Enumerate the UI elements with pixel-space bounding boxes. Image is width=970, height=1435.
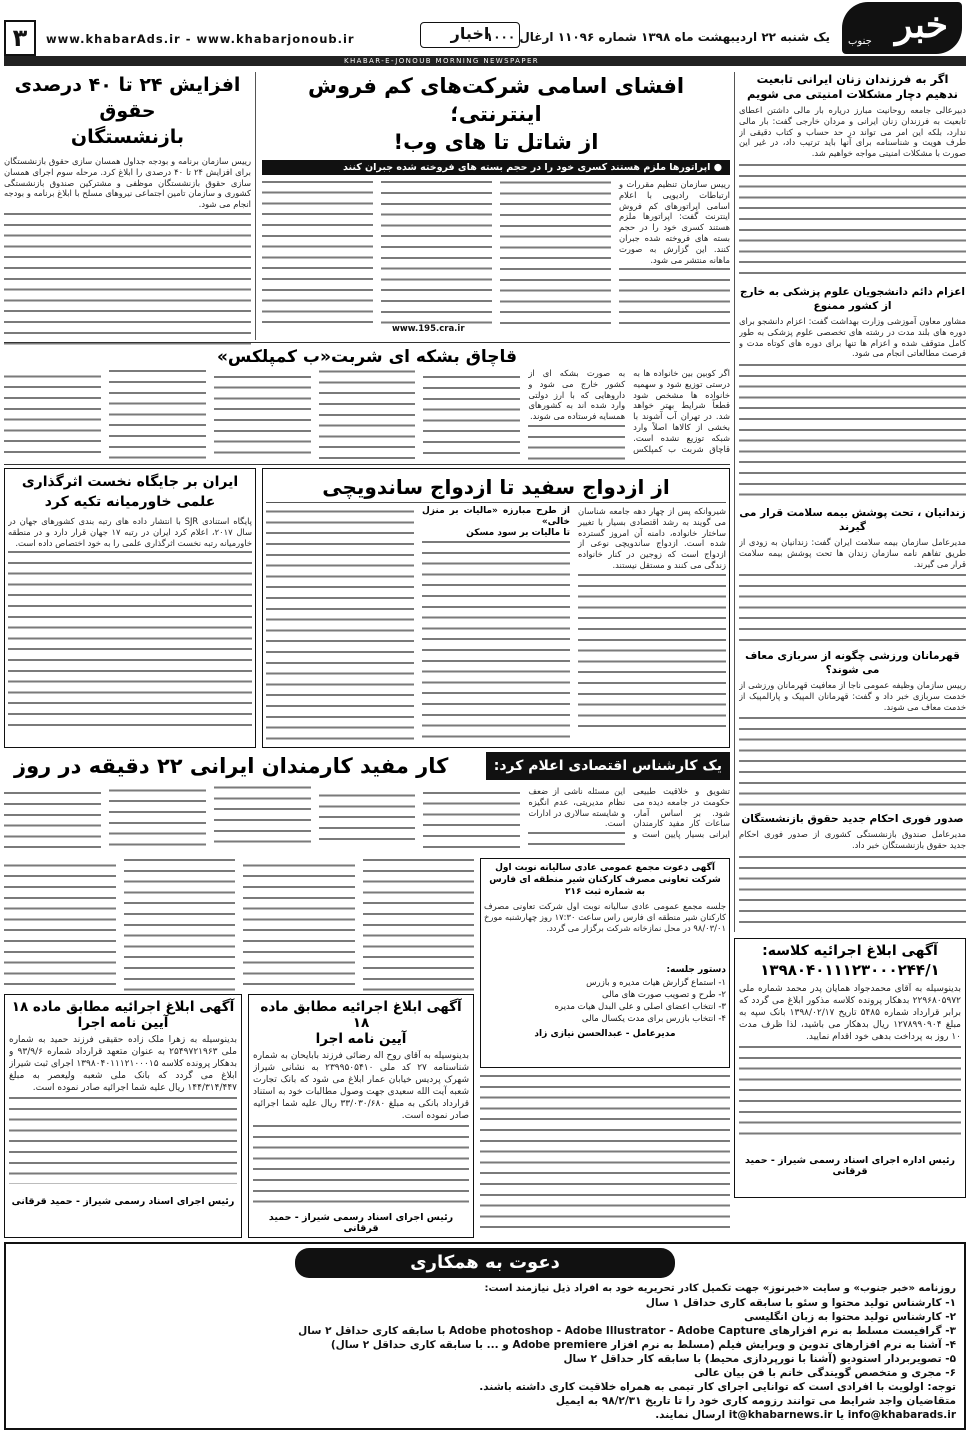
internet-article <box>262 72 730 340</box>
workhours-article <box>4 752 730 852</box>
coop-item-4: ۴- انتخاب بازرس برای مدت یکسال مالی <box>581 1014 726 1024</box>
execution-notice-1 <box>248 994 474 1238</box>
exec1-title2: آیین نامه اجرا <box>315 1031 407 1047</box>
news-headline-athletes-military[interactable]: قهرمانان ورزشی چگونه از سربازی معاف می شوند؟ <box>745 650 960 676</box>
sandwich-subhead-2: تا مالیات بر سود مسکن <box>466 527 570 538</box>
workhours-headline[interactable]: کار مفید کارمندان ایرانی ۲۲ دقیقه در روز <box>14 754 449 778</box>
news-headline-medical-students[interactable]: اعزام دائم دانشجویان علوم پزشکی به خارج از کشور ممنوع <box>739 286 965 312</box>
internet-link[interactable]: www.195.cra.ir <box>392 324 465 334</box>
coop-signature: مدیرعامل - عبدالحسن نیازی زاد <box>534 1029 676 1039</box>
exec1-signature: رئیس اجرای اسناد رسمی شیراز - حمید قرقانی <box>268 1212 454 1234</box>
news-headline-prisoners-insurance[interactable]: زندانیان ، تحت پوشش بیمه سلامت قرار می گیرند <box>739 507 966 533</box>
jobs-item-1: ۱- کارشناس تولید محتوا و سئو با سابقه کاری حداقل ۱ سال <box>645 1297 956 1309</box>
coop-agenda: دستور جلسه: <box>666 965 726 975</box>
notice-number: ۱۳۹۸۰۴۰۱۱۱۲۳۰۰۰۲۴۴/۱ <box>760 961 940 979</box>
news-body-athletes-military: رییس سازمان وظیفه عمومی ناجا از معافیت قهرمانان ورزشی از خدمت سربازی خبر داد و گفت: قهرمانان المپیک و پارالمپیک از خدمت معاف می شوند. <box>739 680 966 808</box>
workhours-body-continued <box>4 856 474 992</box>
news-body-medical-students: مشاور معاون آموزشی وزارت بهداشت گفت: اعزام دانشجو برای دوره های بلند مدت در رشته های تخصصی علوم پزشکی به طور کامل متوقف شده و اعزام ها تنها برای دوره های کوتاه مدت و فرصت مطالعاتی انجام می شود. <box>739 316 966 502</box>
jobs-email[interactable]: info@khabarads.ir یا it@khabarnews.ir ارسال نمایند. <box>655 1409 956 1421</box>
exec2-title: آگهی ابلاغ اجرائیه مطابق ماده ۱۸ <box>11 999 235 1015</box>
news-headline-citizenship[interactable]: اگر به فرزندان زنان ایرانی تابعیت ندهیم دچار مشکلات امنیتی می شویم <box>747 72 958 101</box>
logo-text: خبر <box>895 4 948 46</box>
divider <box>4 342 730 343</box>
coop-notice <box>480 858 730 1068</box>
notice-signature: رئیس اداره اجرای اسناد رسمی شیراز - حمید قرقانی <box>744 1155 956 1177</box>
coop-item-2: ۲- طرح و تصویب صورت های مالی <box>601 990 726 1000</box>
science-headline-1[interactable]: ایران بر جایگاه نخست اثرگذاری <box>21 474 239 490</box>
logo-sub: جنوب <box>848 36 872 47</box>
jobs-note-1: توجه: اولویت با افرادی است که توانایی اجرای کار تیمی به همراه خلاقیت کاری داشته باشند. <box>479 1381 956 1393</box>
sandwich-subhead-1: از طرح مبارزه «مالیات بر منزل خالی» <box>422 506 570 527</box>
pension-body: رییس سازمان برنامه و بودجه جداول همسان سازی حقوق بازنشستگان برای افزایش ۲۴ تا ۴۰ درصدی را ابلاغ کرد. مرحله سوم اجرای همسان سازی حقوق بازنشستگان موظفی و مشترکین صندوق بازنشستگی کشوری و سازمان تامین اجتماعی نیروهای مسلح با ابلاغ برنامه و بودجه انجام می شود. <box>4 156 251 352</box>
jobs-title-box <box>295 1248 675 1278</box>
header-rule <box>4 56 966 66</box>
right-news-column <box>734 72 966 932</box>
jobs-item-3: ۳- گرافیست مسلط به نرم افزارهای Adobe photoshop - Adobe Illustrator - Adobe Capture با سابقه کاری حداقل ۲ سال <box>298 1325 956 1337</box>
strip-text: KHABAR-E-JONOUB MORNING NEWSPAPER <box>344 57 540 65</box>
internet-subhead: ● اپراتورها ملزم هستند کسری خود را در حجم بسته های فروخته شده جبران کنند <box>262 160 730 175</box>
sandwich-body: شیروانکه پس از چهار دهه جامعه شناسان می گویند به رشد اقتصادی بسیار با تغییر ساختار خانواده، دامنه آن امروز گسترده شده است. ازدواج ساندویچی نوعی از ازدواج است که زوجین در کنار خانواده زندگی می کنند و مستقل نیستند. از طرح مبارزه «مالیات بر منزل خالی» تا مالیات بر سود مسکن <box>266 506 726 742</box>
science-headline-2[interactable]: علمی خاورمیانه تکیه کرد <box>44 494 216 510</box>
exec2-title2: آیین نامه اجرا <box>77 1015 169 1031</box>
coop-item-3: ۳- انتخاب اعضای اصلی و علی البدل هیات مدیره <box>554 1002 726 1012</box>
jobs-ad <box>4 1242 966 1430</box>
exec2-signature: رئیس اجرای اسناد رسمی شیراز - حمید قرقانی <box>11 1196 235 1207</box>
internet-body: رییس سازمان تنظیم مقررات و ارتباطات رادیویی با اعلام اسامی اپراتورهای کم فروش اینترنت گفت: اپراتورها ملزم هستند کسری خود را در حجم بسته های فروخته شده جبران کنند. این گزارش به صورت ماهانه منتشر می شود. <box>262 179 730 353</box>
smuggling-body: اگر کوبین بین خانواده ها به درستی توزیع شود و سهمیه خانواده ها مشخص شود قطعاً شرایط بهتر خواهد شد. در تهران آب آشوند با بخشی از کالاها اصلاً وارد شبکه توزیع نشده است. قاچاق شربت ب کمپلکس به صورت بشکه ای از کشور خارج می شود و داروهایی که با ارز دولتی وارد شده اند به کشورهای همسایه فرستاده می شوند. <box>4 368 730 460</box>
jobs-note-2: متقاضیان واجد شرایط می توانند رزومه کاری خود را تا تاریخ ۹۸/۲/۳۱ به ایمیل <box>555 1395 956 1407</box>
news-body-prisoners-insurance: مدیرعامل سازمان بیمه سلامت ایران گفت: زندانیان به زودی از طریق تفاهم نامه سازمان زندان ها تحت پوشش بیمه سلامت قرار می گیرند. <box>739 537 966 645</box>
section-title <box>420 22 520 48</box>
sandwich-marriage-article <box>262 468 730 748</box>
newspaper-logo[interactable] <box>842 2 962 54</box>
smuggling-article <box>4 346 730 462</box>
pension-headline-1[interactable]: افزایش ۲۴ تا ۴۰ درصدی حقوق <box>14 74 241 122</box>
jobs-item-6: ۶- مجری و متخصص گویندگی خانم با فن بیان عالی <box>694 1367 956 1379</box>
coop-item-1: ۱- استماع گزارش هیات مدیره و بازرس <box>586 978 726 988</box>
internet-headline-1[interactable]: افشای اسامی شرکت‌های کم فروش اینترنتی؛ <box>307 74 685 126</box>
news-body-citizenship: دبیرعالی جامعه روحانیت مبارز دریاره بار مالی داشتن اعطای تابعیت به فرزندان زنان ایرانی و مردان خارجی گفت: بار مالی ندارد، بلکه این امر می تواند در حد حساب و کتاب دقیقی از طرف هویت و شناسنامه برای آنها باید ترتیب داد، در غیر این صورت با مشکلات امنیتی مواجه خواهیم شد. <box>739 105 966 281</box>
masthead <box>0 0 970 66</box>
notice-body: بدینوسیله به آقای محمدجواد همایان پدر محمد شماره ملی ۲۲۹۶۸۰۵۹۷۲ بدهکار پرونده کلاسه مذکور ابلاغ می گردد که برابر قرارداد شماره ۵۴۸۵ تاریخ ۱۳۹۸/۰۲/۱۷ بانک سپه به مبلغ ۱۲۷۸۹۹۰۹۰۴ ریال بدهکار می باشید، لذا ظرف مدت ۱۰ روز به پرداخت بدهی خود اقدام نمایید. <box>739 983 961 1153</box>
page-number: ۳ <box>12 24 28 52</box>
execution-notice-2 <box>4 994 242 1238</box>
section-label: اخبار <box>450 24 490 43</box>
jobs-item-2: ۲- کارشناس تولید محتوا به زبان انگلیسی <box>744 1311 956 1323</box>
page-number-box <box>4 20 36 56</box>
exec1-body: بدینوسیله به آقای روح اله رضائی فرزند بابایحان به شماره شناسنامه ۲۷ کد ملی ۲۳۹۹۵۰۵۴۱۰ به نشانی شیراز شهرک پردیس خیابان عمار ابلاغ می شود که بانک تجارت شعبه آیت الله سعیدی جهت وصول مطالبات خود به استناد قرارداد بانکی به مبلغ ۳۳/۰۳۰/۶۸۰ ریال علیه شما اجرائیه صادر نموده است. <box>253 1050 469 1208</box>
misc-column <box>480 1072 730 1238</box>
jobs-title: دعوت به همکاری <box>410 1252 560 1273</box>
workhours-body: تشویق و خلاقیت طبیعی حکومت در جامعه دیده می شود. بر اساس آمار، ساعات کار مفید کارمندان ایرانی بسیار پایین است و این مسئله ناشی از ضعف نظام مدیریتی، عدم انگیزه و شایسته سالاری در ادارات است. <box>4 786 730 848</box>
pension-headline-2[interactable]: بازنشستگان <box>70 126 185 148</box>
divider <box>4 464 730 465</box>
news-headline-retirees[interactable]: صدور فوری احکام جدید حقوق بازنشستگان <box>741 813 964 825</box>
coop-body: جلسه مجمع عمومی عادی سالیانه نوبت اول شرکت تعاونی مصرف کارکنان شیر منطقه ای فارس راس ساعت ۱۷:۳۰ روز چهارشنبه مورخ ۹۸/۰۳/۰۱ در محل نمازخانه شرکت برگزار می گردد. <box>484 901 726 933</box>
jobs-intro: روزنامه «خبر جنوب» و سایت «خبرنوز» جهت تکمیل کادر تحریریه خود به افراد ذیل نیازمند است: <box>484 1283 956 1294</box>
pension-article <box>4 72 256 340</box>
science-body: پایگاه استنادی SJR با انتشار داده های رتبه بندی کشورهای جهان در سال ۲۰۱۷، اعلام کرد ایران در رتبه ۱۷ جهان قرار دارد و در منطقه خاورمیانه رتبه نخست اثرگذاری علمی را به خود اختصاص داده است. <box>8 516 252 738</box>
site-urls[interactable]: www.khabarAds.ir - www.khabarjonoub.ir <box>46 32 355 46</box>
coop-title: آگهی دعوت مجمع عمومی عادی سالیانه نوبت اول شرکت تعاونی مصرف کارکنان شیر منطقه ای فارس به شماره ثبت ۲۱۶ <box>489 863 721 897</box>
exec1-title: آگهی ابلاغ اجرائیه مطابق ماده ۱۸ <box>260 999 462 1031</box>
exec2-body: بدینوسیله به زهرا ملک زاده حقیقی فرزند حمید به شماره ملی ۲۵۴۹۷۲۱۹۶۳ به عنوان متعهد قرارداد شماره ۹۳/۹/۶ و بدهکار پرونده کلاسه ۱۳۹۸۰۴۰۱۱۱۲۱۰۰۰۱۵ اجرای ثبت شیراز ابلاغ می گردد که بانک ملی شعبه ولیعصر به مبلغ ۱۴۴/۳۱۴/۴۴۷ ریال علیه شما اجرائیه صادر نموده است. <box>9 1034 237 1192</box>
workhours-kicker: یک کارشناس اقتصادی اعلام کرد: <box>486 752 730 780</box>
jobs-item-4: ۴- آشنا به نرم افزارهای تدوین و ویرایش فیلم (مسلط به نرم افزار Adobe premiere و ... با سابقه کاری حداقل ۲ سال) <box>330 1339 956 1351</box>
internet-headline-2[interactable]: از شاتل تا های وب! <box>393 130 599 154</box>
notice-title: آگهی ابلاغ اجرائیه کلاسه: <box>762 943 938 959</box>
smuggling-headline[interactable]: قاچاق بشکه ای شربت«ب کمپلکس» <box>216 347 518 367</box>
sandwich-headline[interactable]: از ازدواج سفید تا ازدواج ساندویچی <box>266 472 726 503</box>
science-article <box>4 468 256 748</box>
bullet-icon: ● <box>713 162 722 173</box>
date-line: یک شنبه ۲۲ اردیبهشت ماه ۱۳۹۸ شماره ۱۱۰۹۶ ارغال ۱۰۰۰ <box>485 30 830 44</box>
news-body-retirees: مدیرعامل صندوق بازنشستگی کشوری از صدور فوری احکام جدید حقوق بازنشستگان خبر داد. <box>739 829 966 925</box>
legal-notice-classe <box>734 938 966 1198</box>
jobs-item-5: ۵- تصویربردار استودیو (آشنا با نورپردازی محیط) با سابقه کار حداقل ۲ سال <box>563 1353 956 1365</box>
